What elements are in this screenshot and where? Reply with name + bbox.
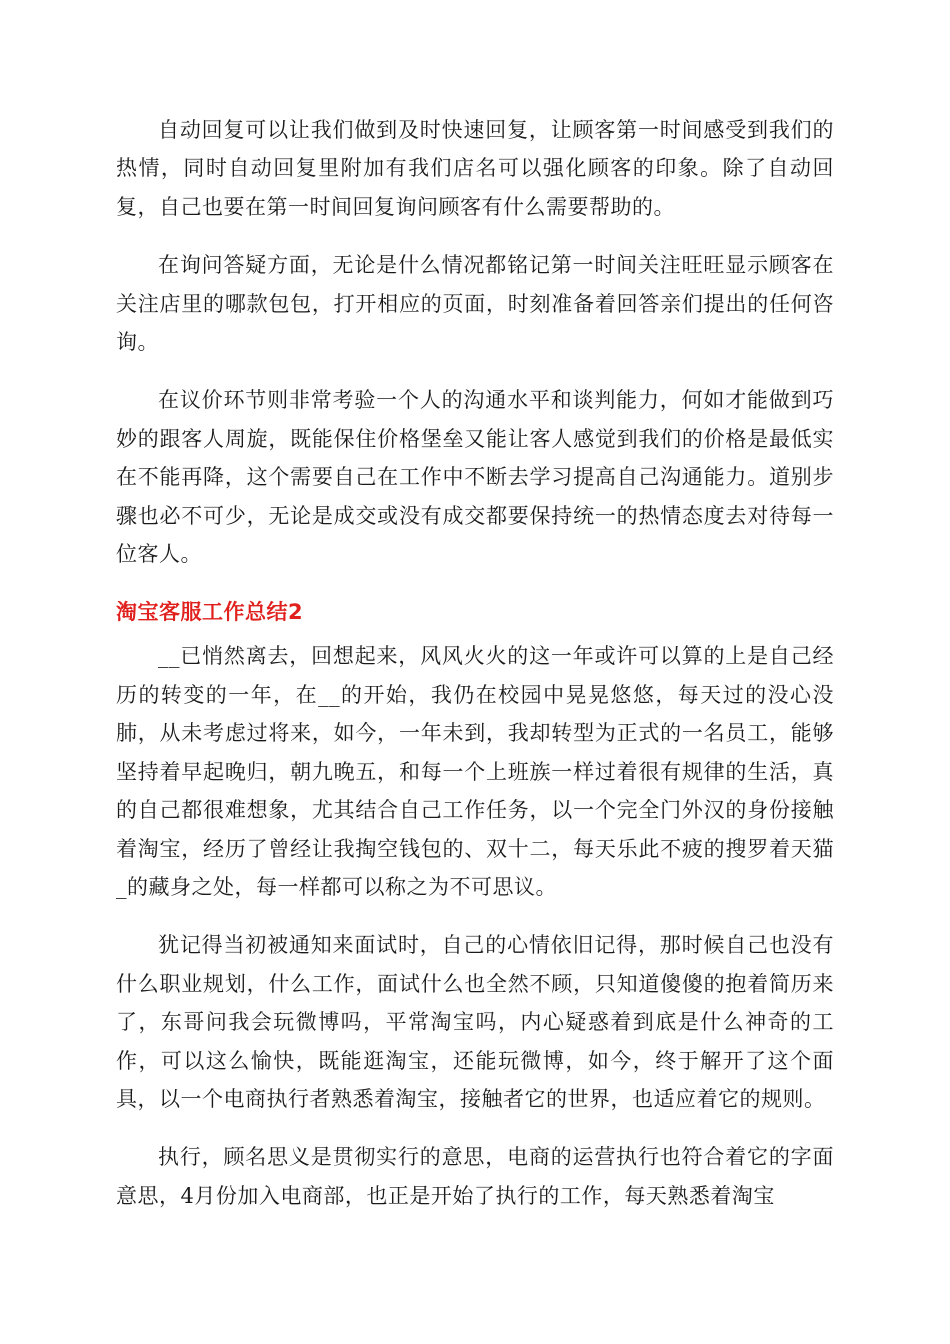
paragraph-execution: 执行，顾名思义是贯彻实行的意思，电商的运营执行也符合着它的字面意思，4月份加入电商部，也正是开始了执行的工作，每天熟悉着淘宝 bbox=[116, 1145, 834, 1208]
document-body bbox=[116, 111, 834, 1215]
paragraph-auto-reply: 自动回复可以让我们做到及时快速回复，让顾客第一时间感受到我们的热情，同时自动回复里附加有我们店名可以强化顾客的印象。除了自动回复，自己也要在第一时间回复询问顾客有什么需要帮助的。 bbox=[116, 118, 834, 219]
paragraph-year-review: __已悄然离去，回想起来，风风火火的这一年或许可以算的上是自己经历的转变的一年，在__的开始，我仍在校园中晃晃悠悠，每天过的没心没肺，从未考虑过将来，如今，一年未到，我却转型为正式的一名员工，能够坚持着早起晚归，朝九晚五，和每一个上班族一样过着很有规律的生活，真的自己都很难想象，尤其结合自己工作任务，以一个完全门外汉的身份接触着淘宝，经历了曾经让我掏空钱包的、双十二，每天乐此不疲的搜罗着天猫_的藏身之处，每一样都可以称之为不可思议。 bbox=[116, 644, 834, 899]
paragraph-negotiation: 在议价环节则非常考验一个人的沟通水平和谈判能力，何如才能做到巧妙的跟客人周旋，既能保住价格堡垒又能让客人感觉到我们的价格是最低实在不能再降，这个需要自己在工作中不断去学习提高自己沟通能力。道别步骤也必不可少，无论是成交或没有成交都要保持统一的热情态度去对待每一位客人。 bbox=[116, 388, 834, 567]
paragraph-inquiry: 在询问答疑方面，无论是什么情况都铭记第一时间关注旺旺显示顾客在关注店里的哪款包包，打开相应的页面，时刻准备着回答亲们提出的任何咨询。 bbox=[116, 253, 834, 355]
paragraph-interview: 犹记得当初被通知来面试时，自己的心情依旧记得，那时候自己也没有什么职业规划，什么工作，面试什么也全然不顾，只知道傻傻的抱着简历来了，东哥问我会玩微博吗，平常淘宝吗，内心疑惑着到底是什么神奇的工作，可以这么愉快，既能逛淘宝，还能玩微博，如今，终于解开了这个面具，以一个电商执行者熟悉着淘宝，接触者它的世界，也适应着它的规则。 bbox=[116, 933, 834, 1111]
section-heading: 淘宝客服工作总结2 bbox=[116, 600, 304, 625]
